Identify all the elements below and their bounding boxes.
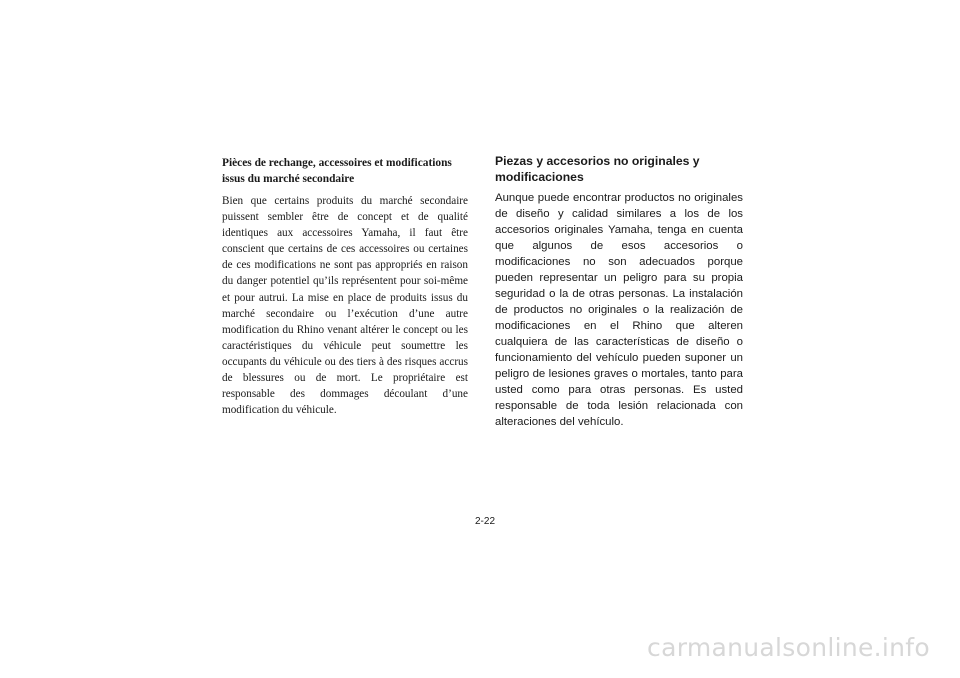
french-body: Bien que certains produits du marché secondaire puissent sembler être de concept et de qualité identiques aux accessoires Yamaha, il faut être conscient que certains de ces accessoires ou certaines de ces modifications ne sont pas appropriés en raison du danger potentiel qu’ils représentent pour soi-même et pour autrui. La mise en place de produits issus du marché secondaire ou l’exécution d’une autre modification du Rhino venant altérer le concept ou les caractéristiques du véhicule peut soumettre les occupants du véhicule ou des tiers à des risques accrus de blessures ou de mort. Le propriétaire est responsable des dommages découlant d’une modification du véhicule. [222, 195, 468, 417]
spanish-column [495, 153, 743, 430]
spanish-heading: Piezas y accesorios no originales y modificaciones [495, 154, 700, 184]
watermark-text: carmanualsonline.info [647, 633, 930, 662]
page-number: 2-22 [474, 516, 495, 527]
spanish-body: Aunque puede encontrar productos no originales de diseño y calidad similares a los de los accesorios originales Yamaha, tenga en cuenta que algunos de esos accesorios o modificaciones no son adecuados porque pueden representar un peligro para su propia seguridad o la de otras personas. La instalación de productos no originales o la realización de modificaciones en el Rhino que alteren cualquiera de las características de diseño o funcionamiento del vehículo pueden suponer un peligro de lesiones graves o mortales, tanto para usted como para otras personas. Es usted responsable de toda lesión relacionada con alteraciones del vehículo. [495, 192, 743, 428]
french-heading: Pièces de rechange, accessoires et modifications issus du marché secondaire [222, 157, 452, 185]
french-column [222, 155, 468, 418]
